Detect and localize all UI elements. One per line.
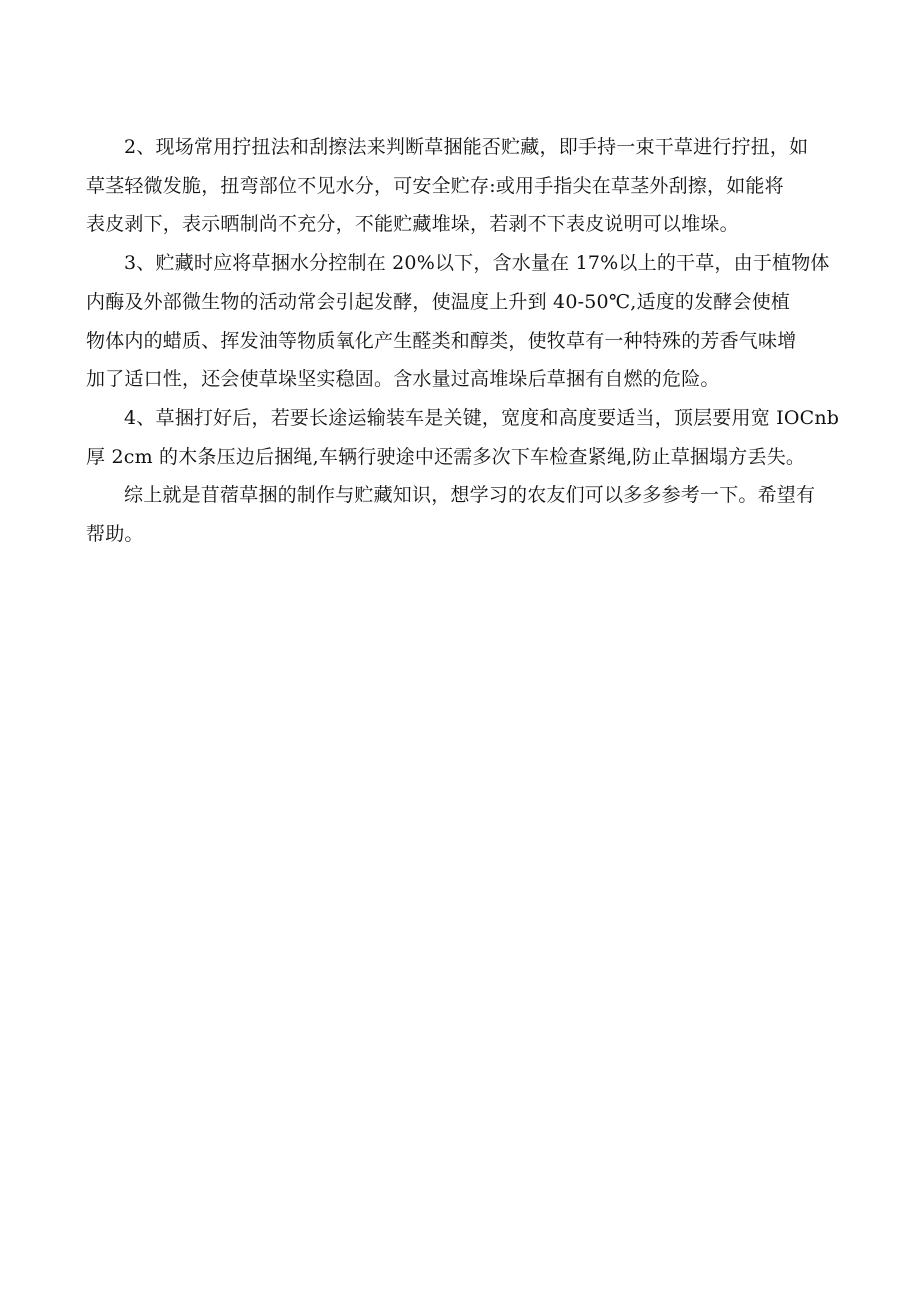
document-body [86, 128, 840, 554]
paragraph-line: 草茎轻微发脆，扭弯部位不见水分，可安全贮存:或用手指尖在草茎外刮擦，如能将 [86, 174, 784, 197]
paragraph-line: 综上就是苜蓿草捆的制作与贮藏知识，想学习的农友们可以多多参考一下。希望有 [124, 484, 816, 507]
paragraph-line: 3、贮藏时应将草捆水分控制在 20%以下，含水量在 17%以上的干草，由于植物体 [124, 252, 830, 275]
paragraph-summary [86, 476, 826, 553]
paragraph-4 [86, 399, 840, 476]
paragraph-3 [86, 244, 830, 399]
paragraph-line: 表皮剥下，表示晒制尚不充分，不能贮藏堆垛，若剥不下表皮说明可以堆垛。 [86, 213, 739, 236]
paragraph-line: 4、草捆打好后，若要长途运输装车是关键，宽度和高度要适当，顶层要用宽 IOCnb [124, 406, 840, 429]
paragraph-line: 内酶及外部微生物的活动常会引起发酵，使温度上升到 40-50℃,适度的发酵会使植 [86, 290, 791, 313]
paragraph-line: 2、现场常用拧扭法和刮擦法来判断草捆能否贮藏，即手持一束干草进行拧扭，如 [124, 136, 809, 158]
paragraph-line: 厚 2cm 的木条压边后捆绳,车辆行驶途中还需多次下车检查紧绳,防止草捆塌方丢失。 [86, 445, 806, 468]
paragraph-2 [86, 128, 826, 244]
paragraph-line: 物体内的蜡质、挥发油等物质氧化产生醛类和醇类，使牧草有一种特殊的芳香气味增 [86, 329, 797, 352]
paragraph-line: 加了适口性，还会使草垛坚实稳固。含水量过高堆垛后草捆有自燃的危险。 [86, 368, 720, 391]
paragraph-line: 帮助。 [86, 523, 144, 546]
